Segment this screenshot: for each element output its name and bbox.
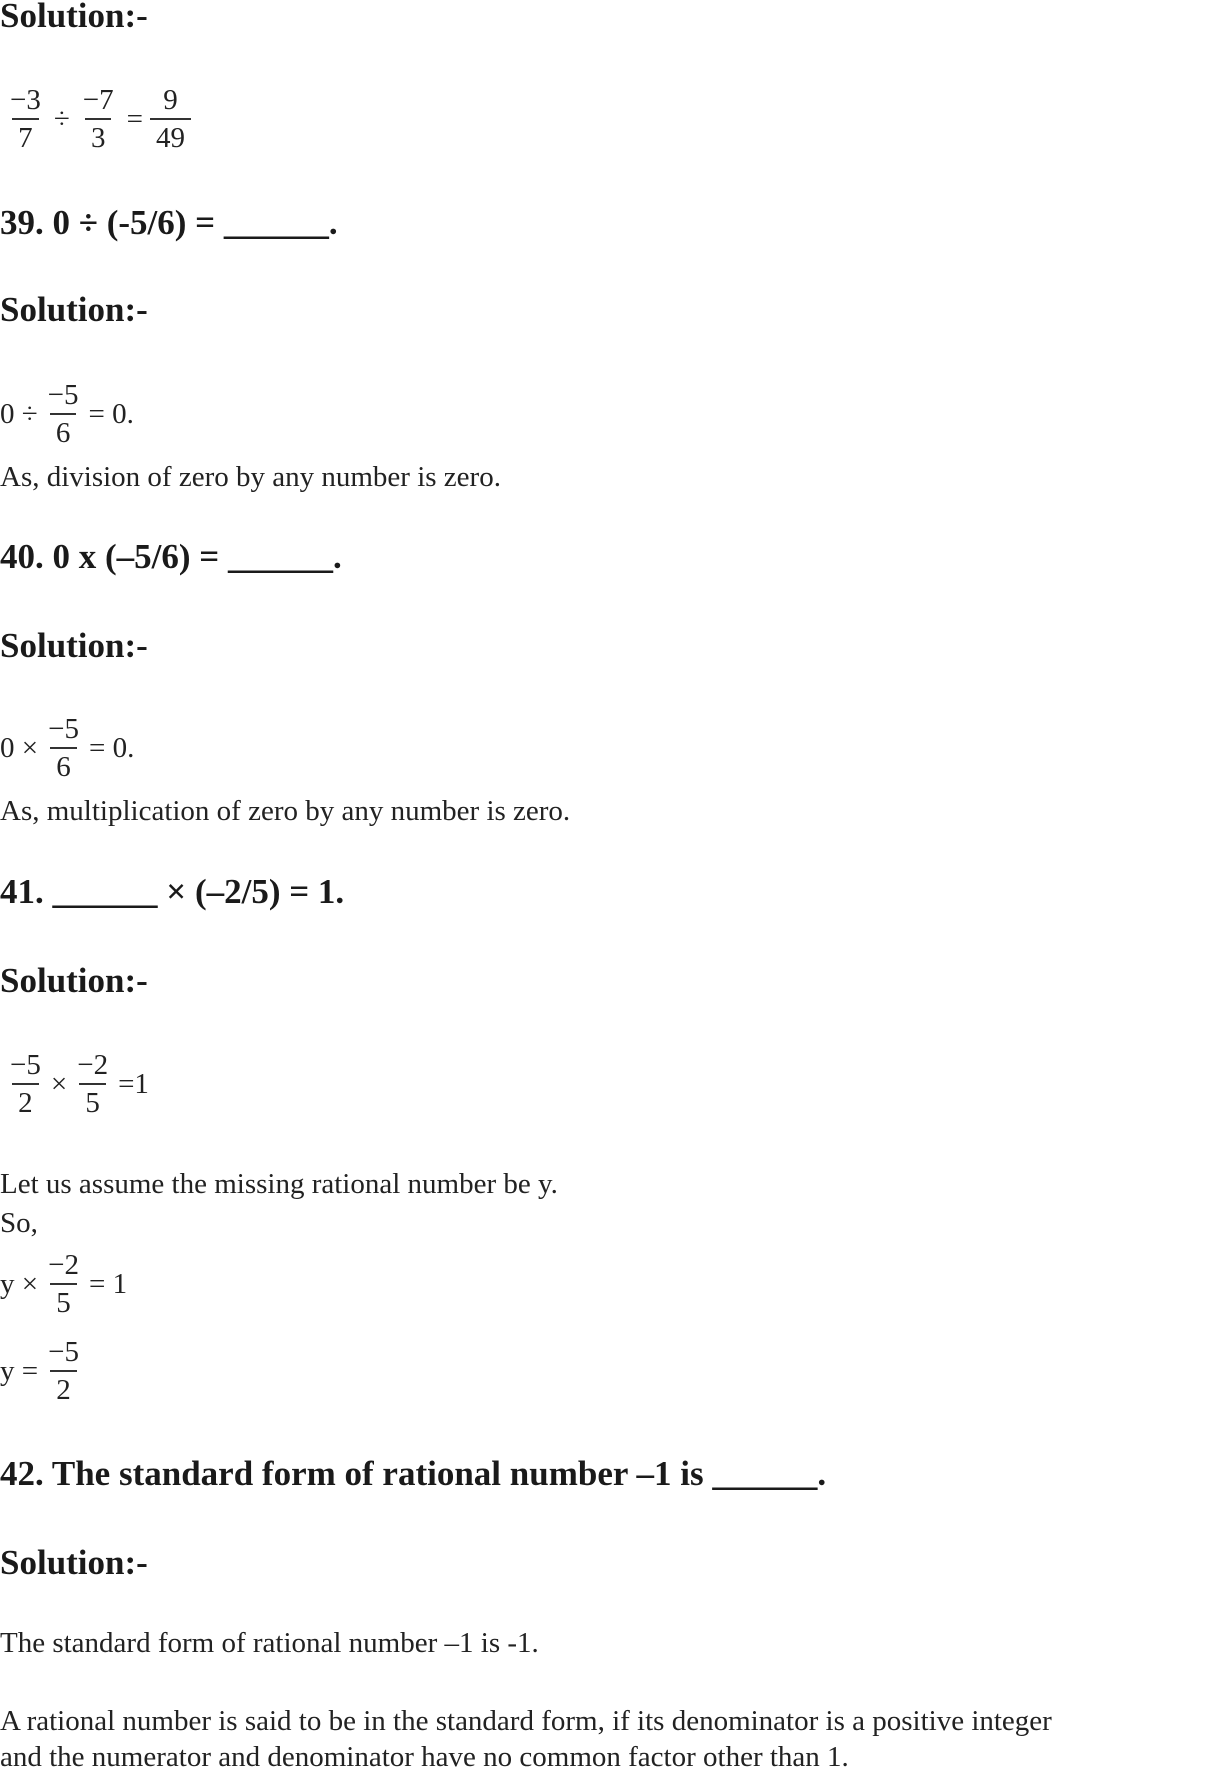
equation-text: = 0. <box>88 397 134 430</box>
fraction <box>4 84 47 154</box>
question-40: 40. 0 x (–5/6) = ______. <box>0 537 342 576</box>
denominator: 5 <box>79 1083 106 1119</box>
denominator: 2 <box>50 1370 77 1406</box>
equation-q41 <box>0 1049 149 1119</box>
answer-42: The standard form of rational number –1 is -1. <box>0 1627 539 1659</box>
fraction <box>42 1336 85 1406</box>
operator: ÷ <box>53 102 70 135</box>
operator: × <box>50 1067 68 1100</box>
equation-text: 0 × <box>0 731 39 764</box>
fraction <box>42 1249 85 1319</box>
numerator: −2 <box>48 1249 79 1281</box>
equation-text: y × <box>0 1267 39 1300</box>
equation-step-2 <box>0 1336 89 1406</box>
fraction <box>4 1049 47 1119</box>
question-39: 39. 0 ÷ (-5/6) = ______. <box>0 203 338 242</box>
equation-text: = 1 <box>88 1267 128 1300</box>
fraction <box>77 84 120 154</box>
equation-text: =1 <box>118 1067 149 1100</box>
note-40: As, multiplication of zero by any number is zero. <box>0 795 571 827</box>
equation-text: = 0. <box>88 731 135 764</box>
solution-heading: Solution:- <box>0 0 148 35</box>
numerator: −5 <box>10 1049 41 1081</box>
denominator: 49 <box>150 118 191 154</box>
numerator: −5 <box>47 379 79 411</box>
numerator: −5 <box>48 713 79 745</box>
solution-heading: Solution:- <box>0 626 148 665</box>
text-line: So, <box>0 1207 38 1239</box>
note-39: As, division of zero by any number is zero. <box>0 461 501 493</box>
equation-q39 <box>0 379 134 449</box>
equation-text: y = <box>0 1354 39 1387</box>
denominator: 2 <box>12 1083 39 1119</box>
numerator: −7 <box>82 84 114 116</box>
solution-heading: Solution:- <box>0 961 148 1000</box>
question-41: 41. ______ × (–2/5) = 1. <box>0 872 345 911</box>
explanation-line: A rational number is said to be in the standard form, if its denominator is a positive integer <box>0 1705 1052 1737</box>
denominator: 6 <box>50 747 77 783</box>
operator: = <box>126 102 143 135</box>
fraction <box>42 379 85 449</box>
numerator: −5 <box>48 1336 79 1368</box>
text-line: Let us assume the missing rational number be y. <box>0 1168 558 1200</box>
fraction <box>150 84 191 154</box>
denominator: 6 <box>50 413 77 449</box>
denominator: 7 <box>12 118 39 154</box>
fraction <box>42 713 85 783</box>
fraction <box>71 1049 114 1119</box>
explanation-line: and the numerator and denominator have no common factor other than 1. <box>0 1741 849 1773</box>
question-42: 42. The standard form of rational number –1 is ______. <box>0 1454 827 1493</box>
numerator: −2 <box>77 1049 109 1081</box>
numerator: −3 <box>10 84 41 116</box>
denominator: 5 <box>50 1283 77 1319</box>
equation-q40 <box>0 713 134 783</box>
equation-q38 <box>0 84 195 154</box>
equation-step-1 <box>0 1249 127 1319</box>
denominator: 3 <box>85 118 112 154</box>
numerator: 9 <box>163 84 178 116</box>
solution-heading: Solution:- <box>0 290 148 329</box>
equation-text: 0 ÷ <box>0 397 38 430</box>
solution-heading: Solution:- <box>0 1543 148 1582</box>
